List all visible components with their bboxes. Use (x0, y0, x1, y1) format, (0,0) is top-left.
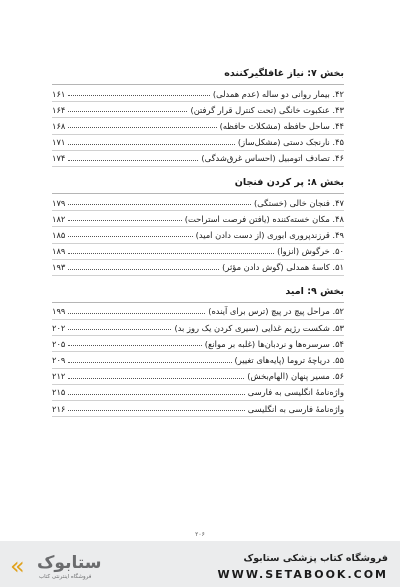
leader-dots (68, 378, 244, 379)
entry-page: ۲۰۵ (52, 338, 66, 349)
toc-entry[interactable] (52, 304, 344, 320)
leader-dots (68, 95, 210, 96)
section-title: بخش ۷: نیاز غافلگیرکننده (52, 64, 344, 85)
section-title: بخش ۸: پر کردن فنجان (52, 173, 344, 194)
toc-entry[interactable] (52, 320, 344, 336)
toc-entry[interactable] (52, 244, 344, 260)
entry-page: ۱۹۹ (52, 306, 66, 317)
section-8 (52, 173, 344, 276)
leader-dots (68, 144, 234, 145)
entry-title: ۵۴. سرسره‌ها و نردبان‌ها (غلبه بر موانع) (204, 338, 344, 349)
entry-title: ۴۵. نارنجک دستی (مشکل‌ساز) (237, 137, 344, 148)
toc-entry[interactable] (52, 401, 344, 417)
entry-page: ۱۷۹ (52, 197, 66, 208)
entry-page: ۱۸۹ (52, 246, 66, 257)
entry-title: ۴۷. فنجان خالی (خستگی) (253, 197, 344, 208)
section-9 (52, 282, 344, 417)
store-name: فروشگاه کتاب پزشکی ستابوک (243, 553, 388, 564)
setabook-logo[interactable] (5, 551, 123, 581)
toc-entry[interactable] (52, 135, 344, 151)
leader-dots (68, 362, 231, 363)
entry-title: ۴۲. بیمار روانی دو ساله (عدم همدلی) (212, 88, 344, 99)
entry-page: ۱۸۲ (52, 213, 66, 224)
store-url-link[interactable]: WWW.SETABOOK.COM (217, 568, 388, 581)
leader-dots (68, 253, 274, 254)
leader-dots (68, 410, 244, 411)
entry-page: ۱۹۳ (52, 262, 66, 273)
toc-entry[interactable] (52, 227, 344, 243)
leader-dots (68, 329, 171, 330)
entry-title: واژه‌نامهٔ فارسی به انگلیسی (247, 403, 344, 414)
entry-page: ۱۶۴ (52, 104, 66, 115)
leader-dots (68, 269, 219, 270)
entry-page: ۲۰۲ (52, 322, 66, 333)
entry-title: ۵۶. مسیر پنهان (الهام‌بخش) (247, 371, 344, 382)
entry-page: ۱۷۴ (52, 153, 66, 164)
entry-title: ۵۱. کاسهٔ همدلی (گوش دادن مؤثر) (222, 262, 344, 273)
entry-page: ۱۶۱ (52, 88, 66, 99)
entry-title: واژه‌نامهٔ انگلیسی به فارسی (247, 387, 344, 398)
toc-entry[interactable] (52, 369, 344, 385)
table-of-contents (52, 64, 344, 423)
leader-dots (68, 345, 201, 346)
entry-page: ۱۷۱ (52, 137, 66, 148)
entry-page: ۲۱۵ (52, 387, 66, 398)
entry-title: ۵۰. خرگوش (انزوا) (277, 246, 344, 257)
leader-dots (68, 313, 205, 314)
entry-title: ۴۳. عنکبوت خانگی (تحت کنترل قرار گرفتن) (190, 104, 344, 115)
leader-dots (68, 394, 244, 395)
page-number: ۲۰۶ (195, 531, 205, 538)
leader-dots (68, 160, 198, 161)
toc-entry[interactable] (52, 118, 344, 134)
section-7 (52, 64, 344, 167)
entry-page: ۲۱۲ (52, 371, 66, 382)
entry-page: ۲۱۶ (52, 403, 66, 414)
store-footer (0, 541, 400, 587)
leader-dots (68, 204, 251, 205)
toc-entry[interactable] (52, 151, 344, 167)
entry-title: ۵۲. مراحل پیچ در پیچ (ترس برای آینده) (208, 306, 344, 317)
leader-dots (68, 127, 216, 128)
toc-entry[interactable] (52, 102, 344, 118)
leader-dots (68, 220, 181, 221)
toc-entry[interactable] (52, 260, 344, 276)
entry-page: ۱۶۸ (52, 120, 66, 131)
toc-entry[interactable] (52, 336, 344, 352)
entry-title: ۵۳. شکست رژیم غذایی (سیری کردن یک روز بد) (174, 322, 344, 333)
logo-brand-text: ستابوک (37, 553, 102, 573)
logo-tagline: فروشگاه اینترنتی کتاب (39, 574, 92, 580)
entry-page: ۲۰۹ (52, 355, 66, 366)
entry-page: ۱۸۵ (52, 229, 66, 240)
chevron-logo-icon: « (10, 552, 25, 580)
leader-dots (68, 111, 187, 112)
leader-dots (68, 236, 192, 237)
toc-entry[interactable] (52, 195, 344, 211)
toc-entry[interactable] (52, 211, 344, 227)
entry-title: ۴۴. ساحل حافظه (مشکلات حافظه) (219, 120, 344, 131)
entry-title: ۴۸. مکان خسته‌کننده (یافتن فرصت استراحت) (184, 213, 344, 224)
toc-entry[interactable] (52, 385, 344, 401)
toc-entry[interactable] (52, 352, 344, 368)
section-title: بخش ۹: امید (52, 282, 344, 303)
entry-title: ۴۹. قرزندپروری ابوری (از دست دادن امید) (195, 229, 344, 240)
toc-entry[interactable] (52, 86, 344, 102)
entry-title: ۵۵. دریاچهٔ تروما (پایه‌های تغییر) (234, 355, 344, 366)
entry-title: ۴۶. تصادف اتومبیل (احساس غرق‌شدگی) (201, 153, 344, 164)
